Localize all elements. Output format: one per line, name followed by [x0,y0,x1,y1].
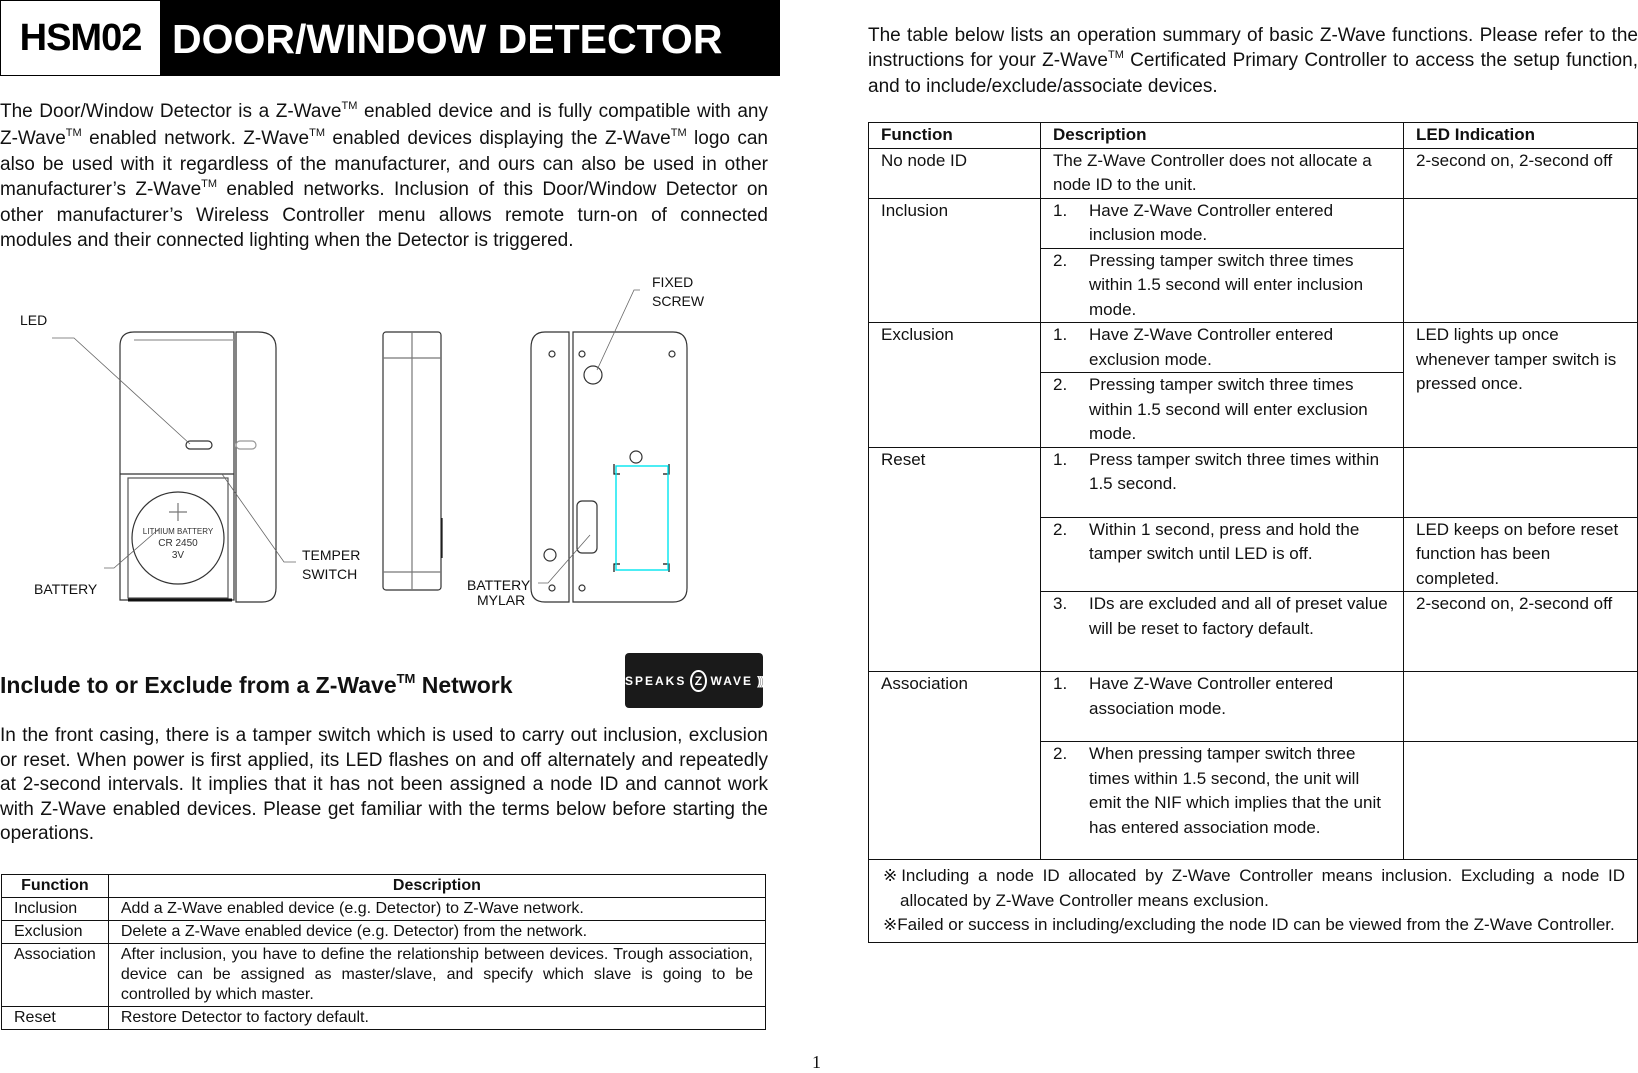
table-header-row [869,123,1638,149]
table-header-row [2,875,766,898]
table-row-association: Association 1. Have Z-Wave Controller entered association mode. [869,672,1638,742]
table-row-reset-step2: 2. Within 1 second, press and hold the tamper switch until LED is off. LED keeps on before reset function has been completed. [869,517,1638,592]
intro-paragraph: The Door/Window Detector is a Z-Wave™ enabled device and is fully compatible with any Z-Wave™ enabled network. Z-Wave™ enabled devices displaying the Z-Wave™ logo can also be used with it regardless of the manufacturer, and ours can also be used in other manufacturer’s Z-Wave™ enabled networks. Inclusion of this Door/Window Detector on other manufacturer’s Wireless Controller menu allows remote turn-on of connected modules and their connected lighting when the Detector is triggered. [0,100,769,251]
svg-text:LITHIUM BATTERY: LITHIUM BATTERY [142,527,214,536]
battery-label: BATTERY [34,581,98,597]
table-row-notes [869,860,1638,943]
page-number: 1 [812,1052,821,1072]
model-number: HSM02 [1,1,160,75]
table-row: Inclusion Add a Z-Wave enabled device (e.g. Detector) to Z-Wave network. [2,898,766,921]
table-row-reset-step3: 3. IDs are excluded and all of preset value will be reset to factory default. 2-second on, 2-second off [869,592,1638,672]
table-row-exclusion: Exclusion 1. Have Z-Wave Controller entered exclusion mode. LED lights up once whenever tamper switch is pressed once. [869,323,1638,373]
device-diagram [0,274,780,628]
fixed-screw-label-line1: FIXED [652,274,694,290]
battery-mylar-label-line1: BATTERY [467,577,531,593]
zwave-z-icon: Z [690,670,706,692]
terms-table [1,874,766,1030]
detector-drawing-icon [0,278,780,628]
section-heading: Include to or Exclude from a Z-Wave™ Network [0,671,513,698]
col-description: Description [108,875,765,898]
table-row: Exclusion Delete a Z-Wave enabled device (e.g. Detector) from the network. [2,921,766,944]
col-description: Description [1041,123,1404,149]
svg-text:CR 2450: CR 2450 [158,538,198,549]
table-row-no-node-id: No node ID The Z-Wave Controller does not allocate a node ID to the unit. 2-second on, 2-second off [869,148,1638,198]
col-function: Function [2,875,109,898]
fixed-screw-label-line2: SCREW [652,293,705,309]
operations-intro: The table below lists an operation summary of basic Z-Wave functions. Please refer to the instructions for your Z-Wave™ Certificated Primary Controller to access the setup function, and to include/exclude/associate devices. [868,25,1638,97]
table-row-reset: Reset 1. Press tamper switch three times within 1.5 second. [869,447,1638,517]
temper-switch-label-line1: TEMPER [302,547,361,563]
col-function: Function [869,123,1041,149]
led-label: LED [20,312,48,328]
table-row: Association After inclusion, you have to define the relationship between devices. Trough association, device can be assigned as master/slave, and specify which slave is going to be controlled by which master. [2,944,766,1007]
tamper-paragraph: In the front casing, there is a tamper switch which is used to carry out inclusion, exclusion or reset. When power is first applied, its LED flashes on and off alternately and repeatedly at 2-second intervals. It implies that it has not been assigned a node ID and cannot work with Z-Wave enabled devices. Please get familiar with the terms below before starting the operations. [0,725,768,844]
table-row-exclusion-step2: 2. Pressing tamper switch three times within 1.5 second will enter exclusion mode. [869,373,1638,448]
note-result-view: ※Failed or success in including/excluding the node ID can be viewed from the Z-Wave Controller. [883,915,1615,934]
table-row-association-step2: 2. When pressing tamper switch three times within 1.5 second, the unit will emit the NIF which implies that the unit has entered association mode. [869,742,1638,860]
temper-switch-label-line2: SWITCH [302,566,358,582]
battery-mylar-label-line2: MYLAR [477,592,526,608]
page-title: DOOR/WINDOW DETECTOR [172,16,723,62]
speaks-zwave-logo: SPEAKS Z WAVE ))) [625,653,763,708]
operations-table [868,122,1638,943]
table-row-inclusion: Inclusion 1. Have Z-Wave Controller entered inclusion mode. [869,198,1638,248]
wave-icon: ))) [757,673,763,688]
col-led-indication: LED Indication [1404,123,1638,149]
table-row: Reset Restore Detector to factory default. [2,1007,766,1030]
table-row-inclusion-step2: 2. Pressing tamper switch three times within 1.5 second will enter inclusion mode. [869,248,1638,323]
svg-text:3V: 3V [171,550,185,561]
note-inclusion-exclusion: ※Including a node ID allocated by Z-Wave Controller means inclusion. Excluding a node ID allocated by Z-Wave Controller means exclusion. [883,866,1625,910]
